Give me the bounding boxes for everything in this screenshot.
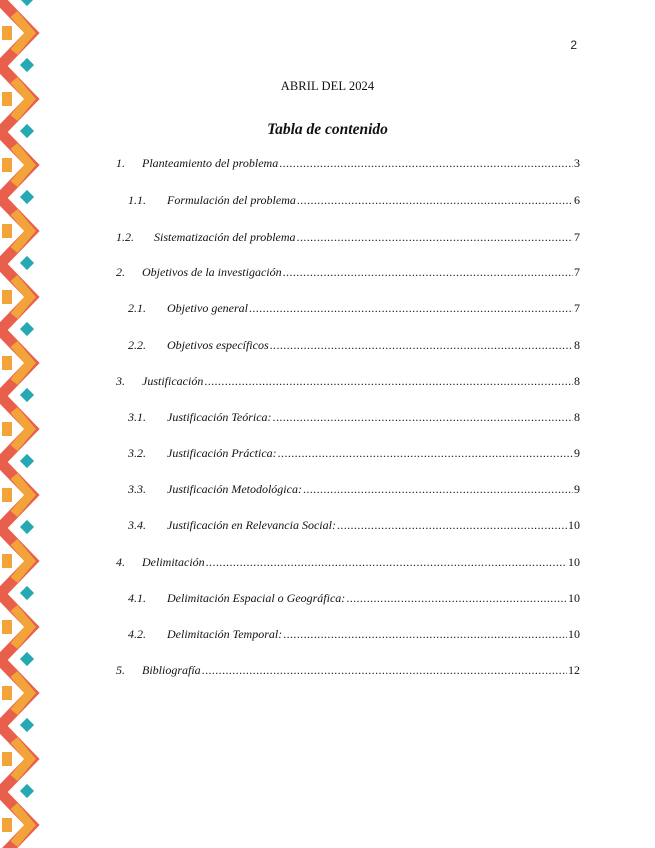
toc-leader	[337, 518, 567, 533]
toc-label: Delimitación Temporal:	[167, 627, 283, 641]
toc-label: Formulación del problema	[167, 193, 296, 207]
toc-label: Delimitación	[142, 555, 205, 569]
toc-leader	[297, 193, 573, 208]
toc-entry-1-2[interactable]	[116, 230, 580, 245]
toc-entry-3-3[interactable]	[128, 482, 580, 497]
toc-entry-1-1[interactable]	[128, 193, 580, 208]
toc-entry-2-2[interactable]	[128, 338, 580, 353]
toc-leader	[204, 374, 573, 389]
toc-number: 1.2.	[116, 230, 134, 244]
toc-label: Bibliografía	[142, 663, 201, 677]
toc-page: 7	[574, 301, 580, 315]
toc-leader	[303, 482, 573, 497]
toc-page: 8	[574, 374, 580, 388]
toc-label: Justificación Teórica:	[167, 410, 272, 424]
toc-page: 10	[568, 627, 580, 641]
page-number: 2	[570, 38, 577, 52]
toc-number: 5.	[116, 663, 125, 677]
toc-page: 12	[568, 663, 580, 677]
toc-leader	[249, 301, 573, 316]
toc-leader	[283, 265, 573, 280]
toc-number: 3.4.	[128, 518, 146, 532]
toc-number: 3.3.	[128, 482, 146, 496]
toc-entry-2-1[interactable]	[128, 301, 580, 316]
toc-leader	[297, 230, 573, 245]
toc-number: 3.	[116, 374, 125, 388]
date-line: ABRIL DEL 2024	[280, 79, 375, 93]
toc-number: 3.2.	[128, 446, 146, 460]
toc-page: 9	[574, 482, 580, 496]
toc-page: 3	[574, 156, 580, 170]
toc-leader	[346, 591, 567, 606]
toc-number: 4.2.	[128, 627, 146, 641]
toc-label: Objetivos específicos	[167, 338, 269, 352]
toc-label: Justificación Práctica:	[167, 446, 277, 460]
toc-leader	[206, 555, 567, 570]
toc-entry-4[interactable]	[116, 555, 580, 570]
toc-entry-4-1[interactable]	[128, 591, 580, 606]
toc-page: 8	[574, 338, 580, 352]
toc-page: 9	[574, 446, 580, 460]
toc-number: 1.1.	[128, 193, 146, 207]
toc-number: 2.1.	[128, 301, 146, 315]
toc-number: 2.	[116, 265, 125, 279]
toc-number: 2.2.	[128, 338, 146, 352]
toc-entry-3-1[interactable]	[128, 410, 580, 425]
toc-entry-3-2[interactable]	[128, 446, 580, 461]
toc-label: Objetivo general	[167, 301, 248, 315]
toc-page: 10	[568, 518, 580, 532]
toc-leader	[279, 156, 573, 171]
toc-label: Justificación Metodológica:	[167, 482, 302, 496]
toc-leader	[202, 663, 567, 678]
toc-page: 7	[574, 265, 580, 279]
toc-entry-2[interactable]	[116, 265, 580, 280]
toc-label: Sistematización del problema	[154, 230, 296, 244]
toc-leader	[273, 410, 573, 425]
toc-number: 4.1.	[128, 591, 146, 605]
toc-page: 10	[568, 591, 580, 605]
toc-entry-1[interactable]	[116, 156, 580, 171]
toc-page: 6	[574, 193, 580, 207]
toc-entry-3-4[interactable]	[128, 518, 580, 533]
toc-number: 1.	[116, 156, 125, 170]
toc-leader	[270, 338, 573, 353]
toc-number: 4.	[116, 555, 125, 569]
toc-leader	[278, 446, 573, 461]
toc-label: Planteamiento del problema	[142, 156, 279, 170]
toc-page: 7	[574, 230, 580, 244]
toc-number: 3.1.	[128, 410, 146, 424]
toc-entry-4-2[interactable]	[128, 627, 580, 642]
toc-leader	[283, 627, 567, 642]
toc-entry-3[interactable]	[116, 374, 580, 389]
toc-label: Delimitación Espacial o Geográfica:	[167, 591, 346, 605]
toc-label: Objetivos de la investigación	[142, 265, 282, 279]
toc-title: Tabla de contenido	[267, 121, 388, 138]
toc-label: Justificación	[142, 374, 204, 388]
toc-label: Justificación en Relevancia Social:	[167, 518, 336, 532]
toc-entry-5[interactable]	[116, 663, 580, 678]
toc-page: 10	[568, 555, 580, 569]
toc-page: 8	[574, 410, 580, 424]
